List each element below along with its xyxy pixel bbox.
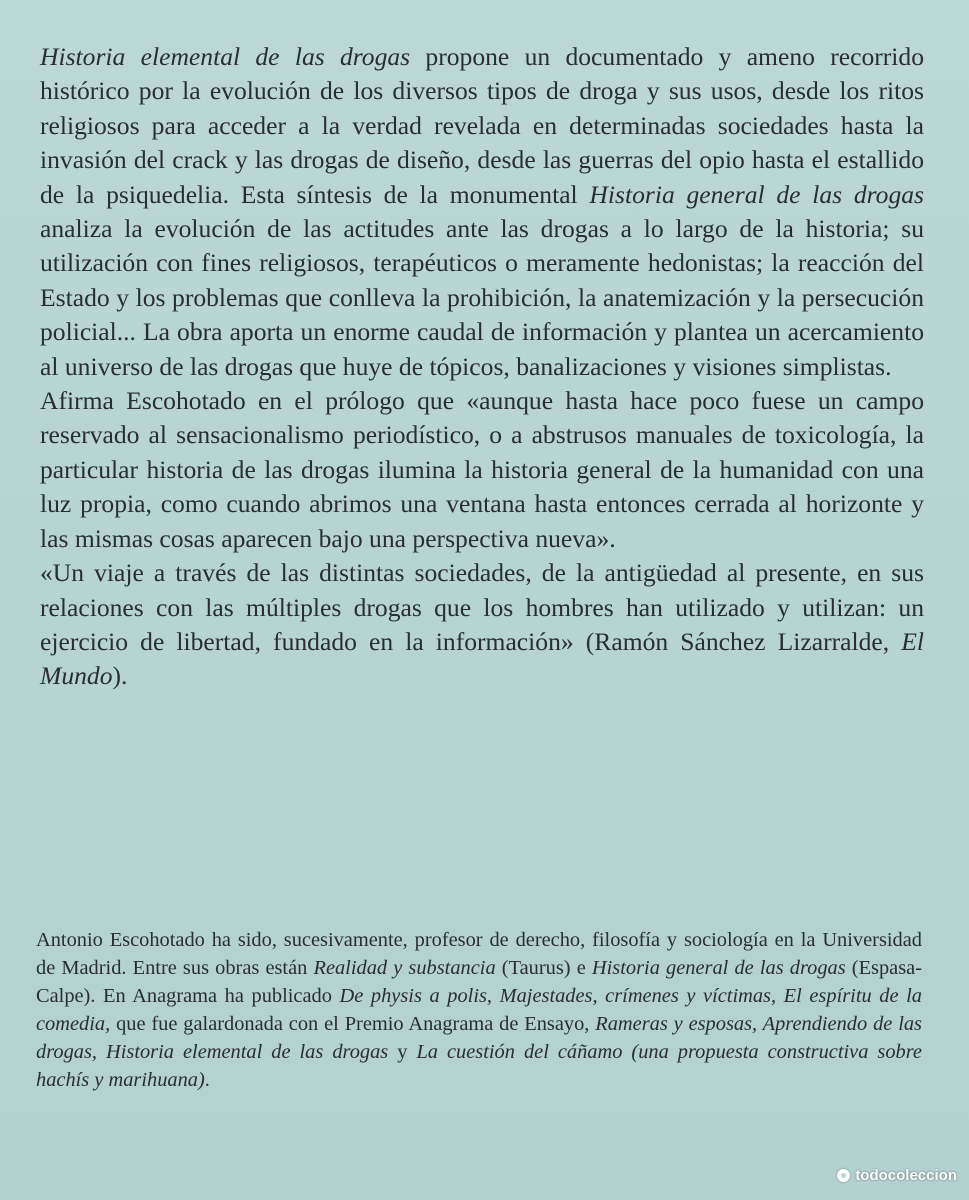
text-run: Afirma Escohotado en el prólogo que «aunque hasta hace poco fuese un campo reservado al sensacionalismo periodístico, o a abstrusos manuales de toxicología, la particular historia de las drogas ilumina la historia general de la humanidad con una luz propia, como cuando abrimos una ventana hasta entonces cerrada al horizonte y las mismas cosas aparecen bajo una perspectiva nueva». bbox=[40, 386, 924, 553]
italic-title-run: El Mundo bbox=[40, 626, 924, 691]
text-run: Antonio Escohotado ha sido, sucesivamente, profesor de derecho, filosofía y sociología en la Universidad de Madrid. Entre sus obras están bbox=[36, 929, 922, 980]
text-run: (Taurus) e bbox=[495, 957, 592, 980]
italic-title-run: La cuestión del cáñamo (una propuesta constructiva sobre hachís y marihuana) bbox=[36, 1041, 922, 1092]
text-run: (Espasa-Calpe). En Anagrama ha publicado bbox=[36, 957, 922, 1008]
watermark bbox=[837, 1167, 957, 1184]
text-run: analiza la evolución de las actitudes ante las drogas a lo largo de la historia; su utilización con fines religiosos, terapéuticos o meramente hedonistas; la reacción del Estado y los problemas que conlleva la prohibición, la anatemización y la persecución policial... La obra aporta un enorme caudal de información y plantea un acercamiento al universo de las drogas que huye de tópicos, banalizaciones y visiones simplistas. bbox=[40, 214, 924, 381]
blurb-paragraph-2 bbox=[40, 384, 924, 556]
italic-title-run: Historia general de las drogas bbox=[591, 957, 846, 980]
italic-title-run: Rameras y esposas, Aprendiendo de las drogas, Historia elemental de las drogas bbox=[36, 1013, 922, 1064]
text-run: ). bbox=[112, 661, 128, 691]
text-run: y bbox=[388, 1041, 417, 1064]
watermark-logo-icon bbox=[837, 1169, 850, 1182]
book-blurb bbox=[40, 40, 924, 694]
italic-title-run: Historia elemental de las drogas bbox=[40, 42, 411, 71]
text-run: propone un documentado y ameno recorrido histórico por la evolución de los diversos tipos de droga y sus usos, desde los ritos religiosos para acceder a la verdad revelada en determinadas sociedades hasta la invasión del crack y las drogas de diseño, desde las guerras del opio hasta el estallido de la psiquedelia. Esta síntesis de la monumental bbox=[40, 42, 924, 209]
italic-title-run: Realidad y substancia bbox=[313, 957, 496, 980]
author-bio-paragraph bbox=[36, 926, 922, 1095]
blurb-paragraph-1 bbox=[40, 40, 924, 384]
blurb-paragraph-3 bbox=[40, 556, 924, 694]
author-bio bbox=[36, 926, 922, 1095]
text-run: . bbox=[204, 1069, 210, 1092]
italic-title-run: De physis a polis, Majestades, crímenes y víctimas, El espíritu de la comedia, bbox=[36, 985, 922, 1036]
watermark-text: todocoleccion bbox=[855, 1167, 957, 1184]
text-run: que fue galardonada con el Premio Anagrama de Ensayo, bbox=[110, 1013, 596, 1036]
italic-title-run: Historia general de las drogas bbox=[589, 179, 924, 209]
text-run: «Un viaje a través de las distintas sociedades, de la antigüedad al presente, en sus relaciones con las múltiples drogas que los hombres han utilizado y utilizan: un ejercicio de libertad, fundado en la información» (Ramón Sánchez Lizarralde, bbox=[40, 558, 924, 656]
